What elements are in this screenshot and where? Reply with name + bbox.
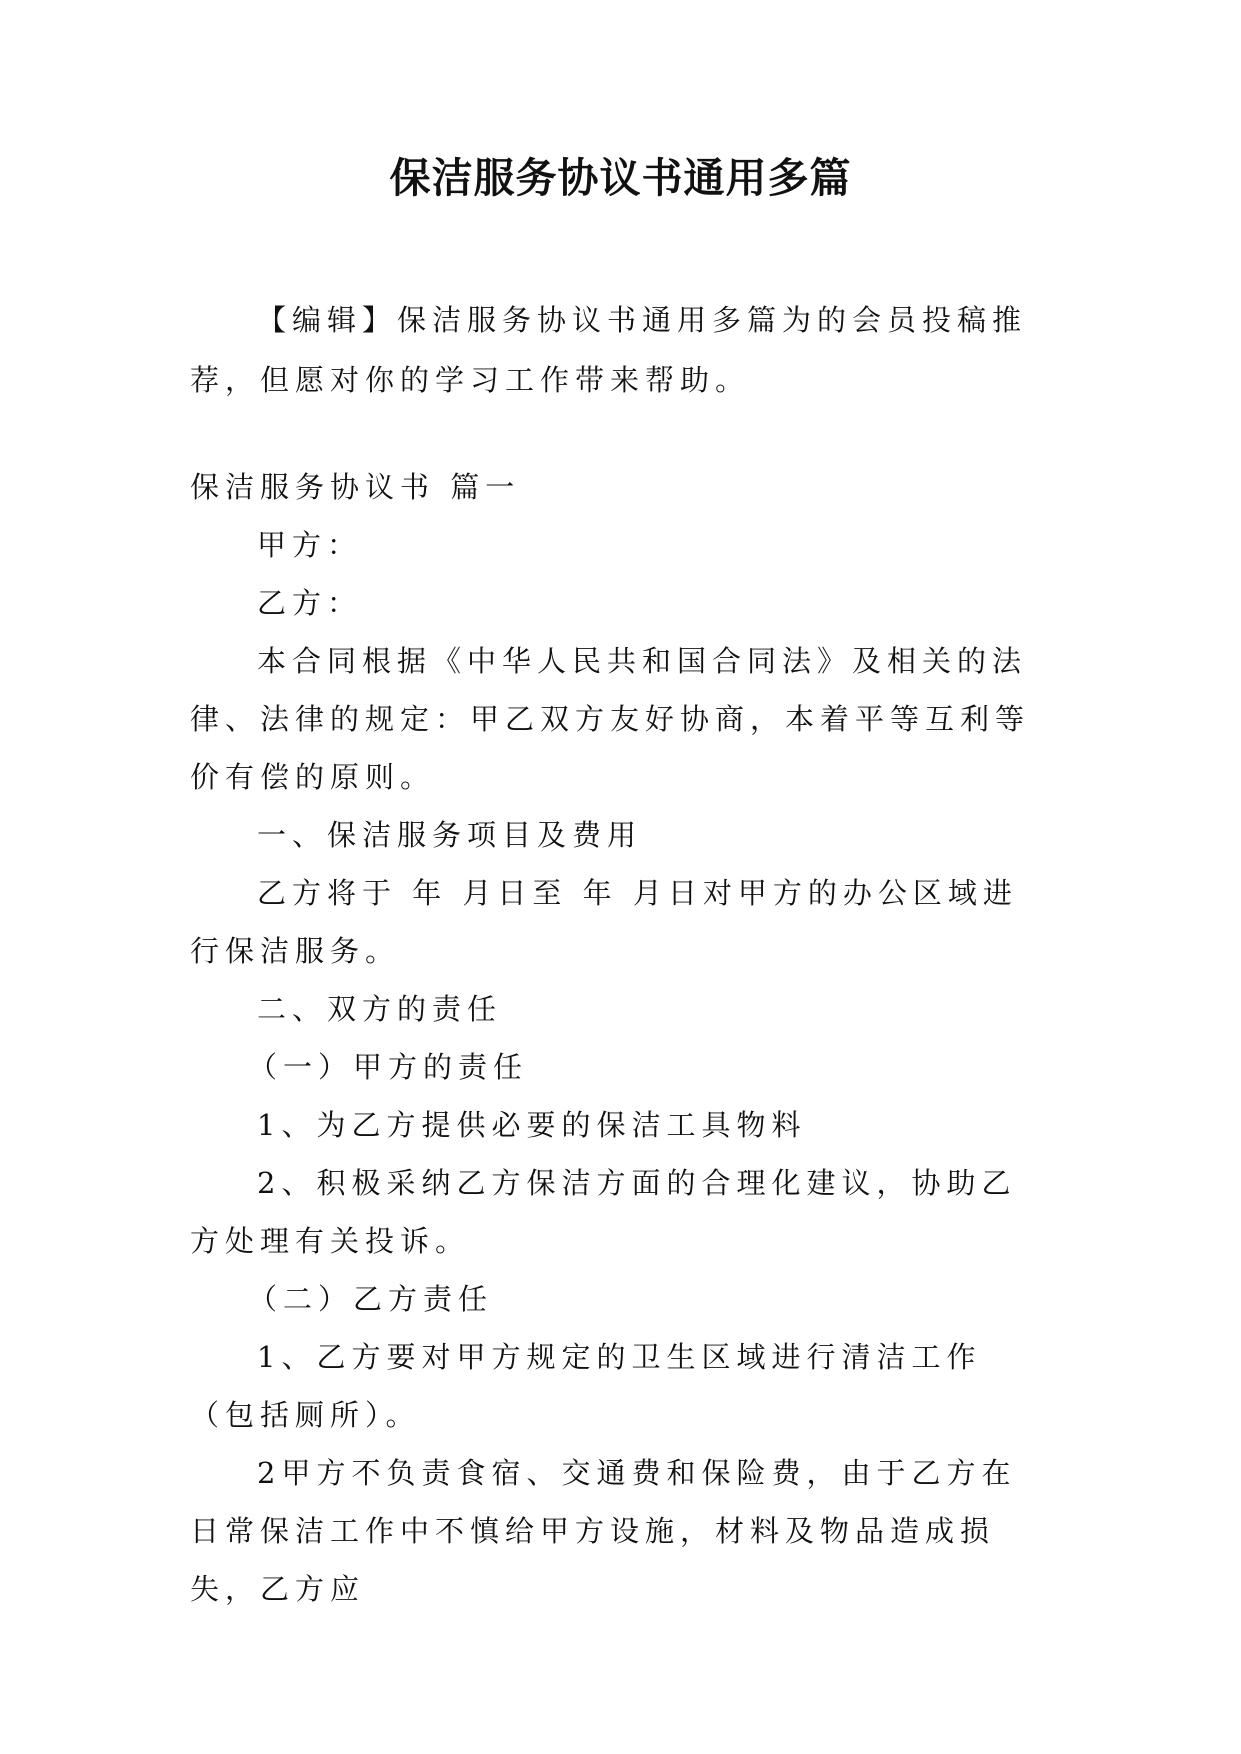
sub-clause-heading: （一）甲方的责任 [248,1050,529,1084]
intro-paragraph: 【编辑】保洁服务协议书通用多篇为的会员投稿推荐，但愿对你的学习工作带来帮助。 [190,303,1028,397]
list-item: 1、乙方要对甲方规定的卫生区域进行清洁工作（包括厕所）。 [190,1340,982,1432]
sub-clause-heading: （二）乙方责任 [248,1282,494,1316]
clause-heading: 二、双方的责任 [257,992,503,1026]
section-heading: 保洁服务协议书 篇一 [190,470,521,504]
contract-basis-paragraph: 本合同根据《中华人民共和国合同法》及相关的法律、法律的规定：甲乙双方友好协商，本着平等互利等价有偿的原则。 [190,644,1031,794]
list-item: 2甲方不负责食宿、交通费和保险费，由于乙方在日常保洁工作中不慎给甲方设施，材料及物品造成损失，乙方应 [190,1456,1017,1606]
list-item: 1、为乙方提供必要的保洁工具物料 [257,1108,807,1142]
document-title: 保洁服务协议书通用多篇 [389,154,852,202]
list-item: 2、积极采纳乙方保洁方面的合理化建议，协助乙方处理有关投诉。 [190,1166,1017,1258]
party-a-line: 甲方： [257,528,363,562]
party-b-line: 乙方： [257,586,363,620]
service-period-paragraph: 乙方将于 年 月日至 年 月日对甲方的办公区域进行保洁服务。 [190,876,1018,968]
document-body [190,458,1046,1618]
clause-heading: 一、保洁服务项目及费用 [257,818,643,852]
